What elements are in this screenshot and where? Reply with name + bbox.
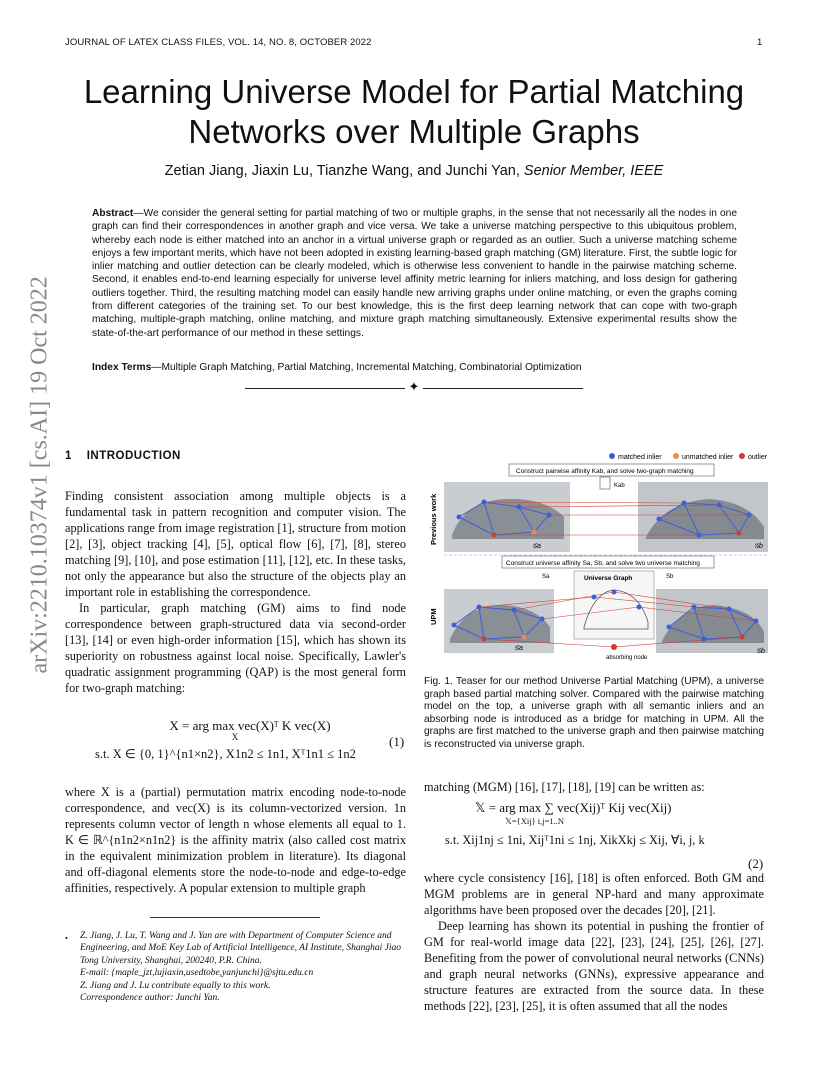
k-label: Kab — [614, 483, 625, 489]
footnote-equal-contribution: Z. Jiang and J. Lu contribute equally to this work. — [80, 980, 271, 991]
absorbing-node-label: absorbing node — [606, 655, 648, 661]
caption-label: Fig. 1. — [424, 676, 453, 687]
footnote — [80, 930, 405, 1004]
author-list — [0, 163, 828, 179]
section-number: 1 — [65, 450, 72, 462]
legend-outlier: outlier — [748, 454, 768, 461]
gb-bottom: 𝒢b — [756, 648, 765, 655]
eq2-constraints: s.t. Xij1nj ≤ 1ni, Xijᵀ1ni ≤ 1nj, XikXkj ≤ Xij, ∀i, j, k — [445, 833, 705, 847]
intro-paragraph-3 — [65, 784, 406, 896]
footnote-bullet: • — [65, 934, 68, 943]
caption-text: Teaser for our method Universe Partial Matching (UPM), a universe graph based partial matching solver. Compared with the pairwise matching model on the top, a universe graph with all semantic inliers and an absorbing node is introduced as a bridge for matching in UPM. All the graphs are first matched to the universe graph and then pairwise matching is reconstructed via universe graph. — [424, 676, 764, 750]
right-paragraph-1 — [424, 870, 764, 918]
title-line-2: Networks over Multiple Graphs — [188, 113, 640, 150]
gb-top: 𝒢b — [754, 543, 763, 550]
paper-title — [0, 72, 828, 152]
eq2-subscript: 𝕏={Xij} i,j=1..N — [505, 816, 565, 826]
legend-unmatched-dot — [673, 453, 679, 459]
footnote-correspondence: Correspondence author: Junchi Yan. — [80, 993, 220, 1004]
eq1-constraints: s.t. X ∈ {0, 1}^{n1×n2}, X1n2 ≤ 1n1, Xᵀ1n1 ≤ 1n2 — [95, 747, 356, 761]
figure-1 — [424, 447, 770, 663]
sa-label: Sa — [542, 574, 550, 580]
index-terms — [92, 362, 737, 373]
mgm-intro: matching (MGM) [16], [17], [18], [19] can be written as: — [424, 780, 705, 794]
intro-text-3: where X is a (partial) permutation matrix encoding node-to-node correspondence, and vec(X) is its column-vectorized version. 1n represents column vector of length n whose elements all equal to 1. K ∈ ℝ^{n1n2×n1n2} is the affinity matrix (also called cost matrix in the equivalent minimization problem in literature). Its diagonal and off-diagonal elements store the node-to-node and edge-to-edge affinities, respectively. A popular extension to multiple graph — [65, 785, 406, 895]
arxiv-sidebar — [20, 276, 60, 680]
intro-text-1: Finding consistent association among multiple objects is a fundamental task in pattern recognition and computer vision. The applications range from image registration [1], structure from motion [2], [3], object tracking [4], [5], optical flow [6], [7], [8], stereo matching [9], [10], and pose estimation [11], [12], etc. In these tasks, not only the appearance but also the structure of the objects play an important role in establishing the correspondence. — [65, 489, 406, 599]
author-names: Zetian Jiang, Jiaxin Lu, Tianzhe Wang, and Junchi Yan, — [164, 163, 520, 179]
divider-ornament: ✦ — [405, 379, 423, 395]
intro-paragraph-1 — [65, 488, 406, 600]
eq2-number: (2) — [748, 856, 764, 871]
legend-unmatched: unmatched inlier — [682, 454, 734, 461]
legend-outlier-dot — [739, 453, 745, 459]
footnote-email: E-mail: {maple_jzt,lujiaxin,usedtobe,yanjunchi}@sjtu.edu.cn — [80, 968, 314, 979]
mid-box-label: Construct universe affinity Sa, Sb, and solve two universe matching — [506, 560, 700, 567]
k-arrow — [600, 477, 610, 489]
footnote-affiliation: Z. Jiang, J. Lu, T. Wang and J. Yan are with Department of Computer Science and Engineering, and MoE Key Lab of Artificial Intelligence, AI Institute, Shanghai Jiao Tong University, Shanghai, 200240, P.R. China. — [80, 931, 402, 966]
sb-label: Sb — [666, 574, 674, 580]
section-title: INTRODUCTION — [86, 450, 181, 462]
equation-1 — [95, 718, 395, 762]
ga-bottom: 𝒢a — [514, 645, 523, 652]
intro-text-2: In particular, graph matching (GM) aims to find node correspondence between graph-structured data via second-order [13], [14] or even high-order information [15], which has shown its superiority on robustness against local noise. Specifically, Lawler's quadratic assignment programming (QAP) is the most general form for two-graph matching: — [65, 601, 406, 695]
index-terms-text: —Multiple Graph Matching, Partial Matching, Incremental Matching, Combinatorial Optimization — [151, 362, 582, 373]
abstract-text: —We consider the general setting for partial matching of two or multiple graphs, in the sense that not necessarily all the nodes in one graph can find their correspondences in another graph and vice versa. We take a universe matching perspective to this ubiquitous problem, whereby each node is either matched into an anchor in a virtual universe graph or regarded as an outlier. Such a universe matching scheme enjoys a few important merits, which have not been adopted in existing learning-based graph matching (GM) literature. First, the subtle logic for inlier matching and outlier detection can be clearly modeled, which is otherwise less convenient to handle in the pairwise matching scheme. Second, it enables end-to-end learning especially for universe level affinity metric learning for inliers matching, and loss design for gathering outliers together. Third, the resulting matching model can easily handle new arriving graphs under online matching, or even the graphs coming from different categories of the training set. To our best knowledge, this is the first deep learning network that can cope with two-graph matching, multiple-graph matching, online matching, and mixture graph matching simultaneously. Extensive experimental results show the state-of-the-art performance of our method in these settings. — [92, 208, 737, 339]
title-line-1: Learning Universe Model for Partial Matching — [83, 73, 745, 110]
page-number: 1 — [757, 37, 763, 48]
legend-matched: matched inlier — [618, 454, 662, 461]
universe-graph-label: Universe Graph — [584, 575, 633, 582]
intro-paragraph-2 — [65, 600, 406, 696]
eq1-number: (1) — [389, 734, 405, 749]
abstract — [92, 207, 737, 340]
index-terms-label: Index Terms — [92, 362, 152, 373]
ga-top: 𝒢a — [532, 543, 541, 550]
legend-matched-dot — [609, 453, 615, 459]
arxiv-identifier: arXiv:2210.10374v1 [cs.AI] 19 Oct 2022 — [26, 276, 53, 674]
figure-caption — [424, 676, 764, 752]
row-label-upm: UPM — [429, 608, 438, 625]
equation-2 — [445, 800, 765, 848]
row-label-previous: Previous work — [429, 493, 438, 545]
right-text-2: Deep learning has shown its potential in pushing the frontier of GM for real-world image data [22], [23], [24], [25], [26], [27]. Benefiting from the power of convolutional neural networks (CNNs) and graph neural networks (GNNs), expressive appearance and structure features are extracted from the source data. In these methods [22], [23], [25], it is often assumed that all the nodes — [424, 919, 764, 1013]
journal-header: JOURNAL OF LATEX CLASS FILES, VOL. 14, NO. 8, OCTOBER 2022 — [65, 37, 372, 48]
section-heading — [65, 450, 181, 462]
eq1-subscript: X — [231, 732, 239, 742]
top-box-label: Construct pairwise affinity Kab, and solve two-graph matching — [516, 468, 694, 475]
right-text-1: where cycle consistency [16], [18] is often enforced. Both GM and MGM problems are in general NP-hard and many approximate algorithms have been proposed over the decades [20], [21]. — [424, 871, 764, 917]
author-role: Senior Member, IEEE — [523, 163, 664, 179]
eq2-objective: 𝕏 = arg max ∑ vec(Xij)ᵀ Kij vec(Xij) — [475, 800, 672, 815]
footnote-rule — [150, 917, 320, 918]
eq1-objective: X = arg max vec(X)ᵀ K vec(X) — [169, 718, 331, 733]
abstract-label: Abstract — [92, 208, 134, 219]
right-paragraph-2 — [424, 918, 764, 1014]
